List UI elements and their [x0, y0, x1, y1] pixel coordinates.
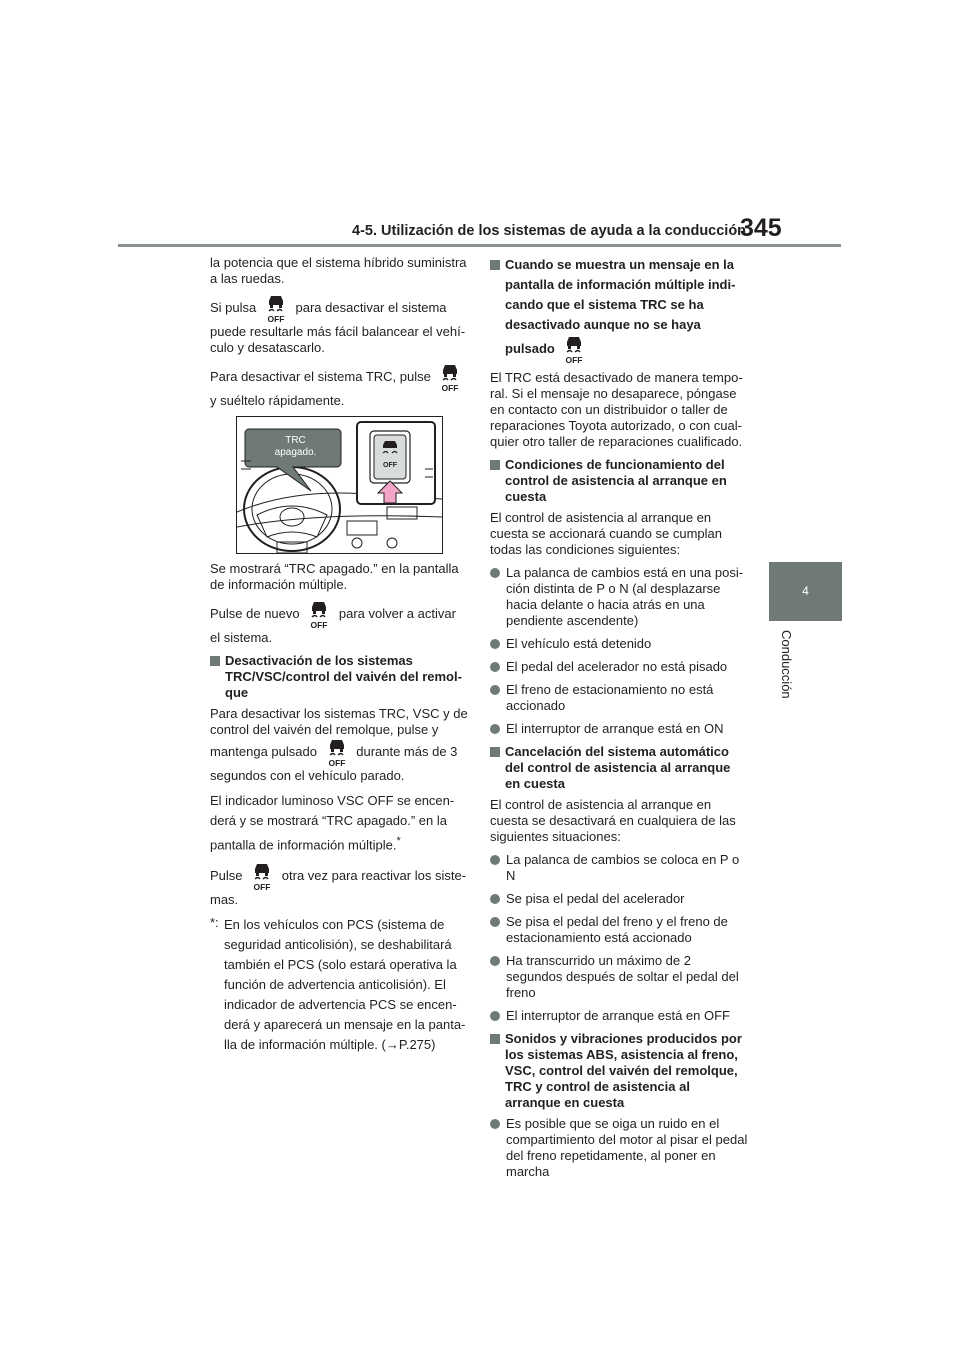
list-item: Es posible que se oiga un ruido en el compartimiento del motor al pisar el pedal del freno repetidamente, al poner en marcha	[490, 1116, 748, 1180]
paragraph	[210, 363, 468, 409]
round-bullet-icon	[490, 724, 500, 734]
text: para desactivar el sistema puede resultarle más fácil balancear el vehículo y desatascarlo.	[210, 300, 466, 355]
right-column	[490, 255, 748, 1187]
svg-text:OFF: OFF	[328, 758, 346, 768]
square-bullet-icon	[210, 656, 220, 666]
list-item: Ha transcurrido un máximo de 2 segundos después de soltar el pedal del freno	[490, 953, 748, 1001]
svg-text:OFF: OFF	[383, 462, 397, 469]
round-bullet-icon	[490, 1119, 500, 1129]
list-item: El interruptor de arranque está en OFF	[490, 1008, 748, 1024]
square-bullet-icon	[490, 260, 500, 270]
text: Pulse	[210, 868, 243, 884]
paragraph	[210, 862, 468, 908]
paragraph	[210, 600, 468, 646]
header-rule	[118, 244, 841, 247]
bubble-line: apagado.	[274, 447, 317, 458]
list-item: Se pisa el pedal del acelerador	[490, 891, 748, 907]
svg-text:OFF: OFF	[310, 620, 328, 630]
text: El indicador luminoso VSC OFF se encenderá y se mostrará “TRC apagado.” en la pantalla de información múltiple.	[210, 793, 455, 853]
text: para volver a activar el sistema.	[210, 606, 456, 645]
footnote-marker: *	[396, 835, 401, 847]
trc-off-icon	[561, 335, 587, 365]
svg-text:OFF: OFF	[253, 882, 271, 893]
square-bullet-icon	[490, 1034, 500, 1044]
trc-off-icon	[324, 738, 350, 768]
paragraph	[210, 294, 468, 356]
trc-off-icon	[249, 862, 275, 892]
round-bullet-icon	[490, 639, 500, 649]
text: y suéltelo rápidamente.	[210, 393, 345, 408]
bullet-list	[490, 852, 748, 1024]
svg-text:OFF: OFF	[565, 355, 583, 365]
chapter-number: 4	[802, 584, 809, 598]
list-item: La palanca de cambios se coloca en P o N	[490, 852, 748, 884]
round-bullet-icon	[490, 685, 500, 695]
left-column	[210, 255, 468, 1062]
paragraph: la potencia que el sistema híbrido suministra a las ruedas.	[210, 255, 467, 286]
text: durante más de 3 segundos con el vehículo parado.	[210, 744, 458, 783]
subsection-heading: Desactivación de los sistemas TRC/VSC/control del vaivén del remolque	[210, 653, 468, 701]
list-item: Se pisa el pedal del freno y el freno de estacionamiento está accionado	[490, 914, 748, 946]
footnote-text: En los vehículos con PCS (sistema de seguridad anticolisión), se deshabilitará también el PCS (solo estará operativa la función de advertencia anticolisión). El indicador de advertencia PCS se encenderá y aparecerá un mensaje en la pantalla de información múltiple. (→P.275)	[224, 917, 466, 1053]
subsection-heading: Cuando se muestra un mensaje en la pantalla de información múltiple indicando que el sistema TRC se ha desactivado aunque no se haya pulsado OFF	[490, 255, 748, 365]
subsection-heading: Sonidos y vibraciones producidos por los sistemas ABS, asistencia al freno, VSC, control del vaivén del remolque, TRC y control de asistencia al arranque en cuesta	[490, 1031, 748, 1111]
round-bullet-icon	[490, 956, 500, 966]
list-item: El vehículo está detenido	[490, 636, 748, 652]
trc-off-icon	[306, 600, 332, 630]
section-title: 4-5. Utilización de los sistemas de ayuda a la conducción	[352, 223, 747, 239]
list-item: El pedal del acelerador no está pisado	[490, 659, 748, 675]
round-bullet-icon	[490, 855, 500, 865]
text: otra vez para reactivar los sistemas.	[210, 868, 467, 908]
paragraph: Se mostrará “TRC apagado.” en la pantalla de información múltiple.	[210, 561, 459, 592]
footnote	[210, 915, 468, 1055]
round-bullet-icon	[490, 917, 500, 927]
list-item: El freno de estacionamiento no está accionado	[490, 682, 748, 714]
trc-off-message	[250, 435, 341, 459]
text: Si pulsa	[210, 300, 257, 315]
round-bullet-icon	[490, 662, 500, 672]
round-bullet-icon	[490, 568, 500, 578]
paragraph	[210, 706, 468, 784]
text: Para desactivar los sistemas TRC, VSC y de control del vaivén del remolque, pulse y mantenga pulsado	[210, 706, 468, 759]
svg-text:OFF: OFF	[441, 383, 459, 393]
chapter-label: Conducción	[779, 630, 794, 699]
square-bullet-icon	[490, 747, 500, 757]
round-bullet-icon	[490, 894, 500, 904]
paragraph: El control de asistencia al arranque en cuesta se desactivará en cualquiera de las siguientes situaciones:	[490, 797, 736, 844]
subsection-heading: Condiciones de funcionamiento del control de asistencia al arranque en cuesta	[490, 457, 748, 505]
list-item: La palanca de cambios está en una posición distinta de P o N (al desplazarse hacia delante o hacia atrás en una pendiente ascendente)	[490, 565, 748, 629]
list-item: El interruptor de arranque está en ON	[490, 721, 748, 737]
round-bullet-icon	[490, 1011, 500, 1021]
footnote-marker: *:	[210, 915, 219, 931]
trc-off-icon	[263, 294, 289, 324]
bullet-list	[490, 1116, 748, 1180]
svg-text:OFF: OFF	[267, 314, 285, 324]
paragraph	[210, 791, 468, 855]
trc-off-icon	[437, 363, 463, 393]
text: Para desactivar el sistema TRC, pulse	[210, 369, 431, 384]
square-bullet-icon	[490, 460, 500, 470]
subsection-heading: Cancelación del sistema automático del control de asistencia al arranque en cuesta	[490, 744, 748, 792]
bullet-list	[490, 565, 748, 737]
dashboard-illustration	[236, 416, 443, 554]
paragraph: El TRC está desactivado de manera temporal. Si el mensaje no desaparece, póngase en contacto con un distribuidor o taller de reparaciones Toyota autorizado, o con cualquier otro taller de reparaciones cualificado.	[490, 370, 743, 449]
text: Pulse de nuevo	[210, 606, 300, 621]
paragraph: El control de asistencia al arranque en cuesta se accionará cuando se cumplan todas las condiciones siguientes:	[490, 510, 722, 557]
chapter-tab	[769, 562, 842, 621]
bubble-line: TRC	[285, 435, 306, 446]
page-number: 345	[740, 214, 782, 242]
